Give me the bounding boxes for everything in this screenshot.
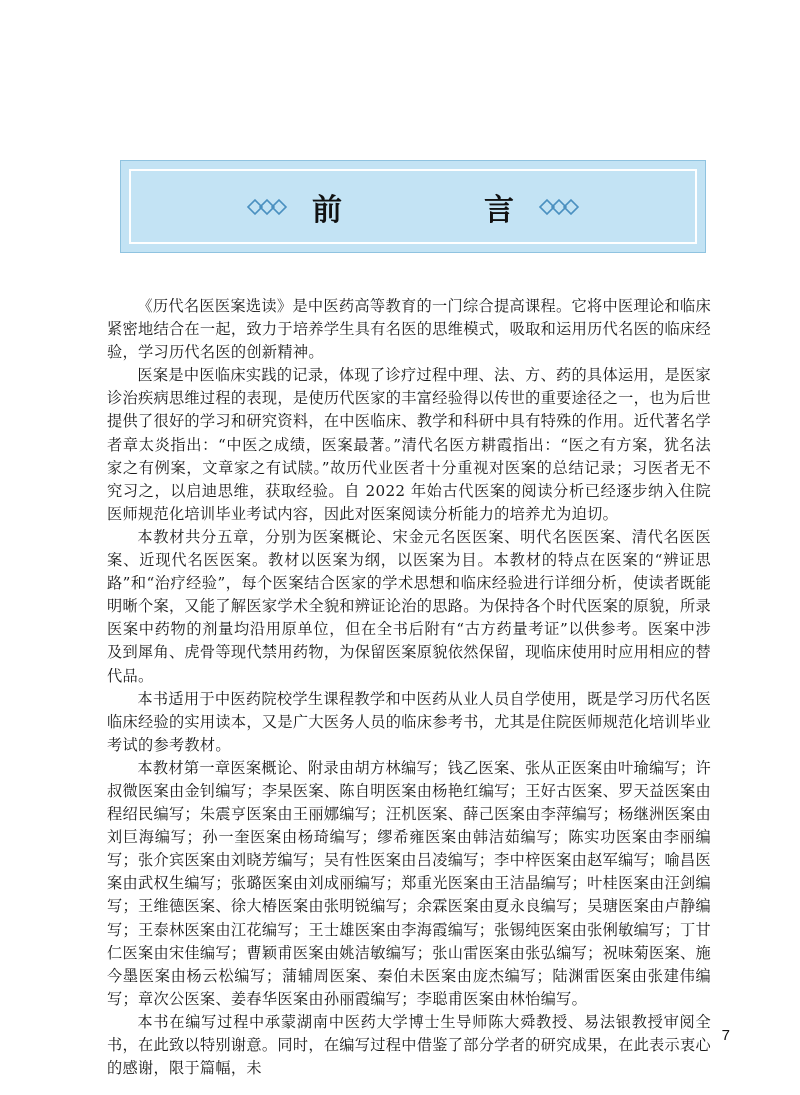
diamond-ornament-left-icon [246,198,290,216]
paragraph-authors: 本教材第一章医案概论、附录由胡方林编写；钱乙医案、张从正医案由叶瑜编写；许叔微医案由金钊编写；李杲医案、陈自明医案由杨艳红编写；王好古医案、罗天益医案由程绍民编写；朱震亨医案由王丽娜编写；汪机医案、薛己医案由李萍编写；杨继洲医案由刘巨海编写；孙一奎医案由杨琦编写；缪希雍医案由韩洁茹编写；陈实功医案由李丽编写；张介宾医案由刘晓芳编写；吴有性医案由吕凌编写；李中梓医案由赵军编写；喻昌医案由武权生编写；张璐医案由刘成丽编写；郑重光医案由王洁晶编写；叶桂医案由汪剑编写；王维德医案、徐大椿医案由张明锐编写；余霖医案由夏永良编写；吴瑭医案由卢静编写；王泰林医案由江花编写；王士雄医案由李海霞编写；张锡纯医案由张俐敏编写；丁甘仁医案由宋佳编写；曹颖甫医案由姚洁敏编写；张山雷医案由张弘编写；祝味菊医案、施今墨医案由杨云松编写；蒲辅周医案、秦伯未医案由庞杰编写；陆渊雷医案由张建伟编写；章次公医案、姜春华医案由孙丽霞编写；李聪甫医案由林怡编写。 [107,758,712,1008]
paragraph-acknowledgements: 本书在编写过程中承蒙湖南中医药大学博士生导师陈大舜教授、易法银教授审阅全书，在此致以特别谢意。同时，在编写过程中借鉴了部分学者的研究成果，在此表示衷心的感谢，限于篇幅，未 [107,1012,712,1078]
preface-body [107,295,711,1080]
title-row [121,161,705,252]
page-number: 7 [721,1027,730,1044]
chapter-title-banner [120,160,706,253]
paragraph-medical-records: 医案是中医临床实践的记录，体现了诊疗过程中理、法、方、药的具体运用，是医家诊治疾病思维过程的表现，是使历代医家的丰富经验得以传世的重要途径之一，也为后世提供了很好的学习和研究资料，在中医临床、教学和科研中具有特殊的作用。近代著名学者章太炎指出：“中医之成绩，医案最著。”清代名医方耕霞指出：“医之有方案，犹名法家之有例案，文章家之有试牍。”故历代业医者十分重视对医案的总结记录；习医者无不究习之，以启迪思维，获取经验。自 2022 年始古代医案的阅读分析已经逐步纳入住院医师规范化培训毕业考试内容，因此对医案阅读分析能力的培养尤为迫切。 [107,366,712,523]
page-title: 前 言 [312,192,570,228]
paragraph-book-structure: 本教材共分五章，分别为医案概论、宋金元名医医案、明代名医医案、清代名医医案、近现代名医医案。教材以医案为纲，以医案为目。本教材的特点在医案的“辨证思路”和“治疗经验”，每个医案结合医家的学术思想和临床经验进行详细分析，使读者既能明晰个案，又能了解医家学术全貌和辨证论治的思路。为保持各个时代医案的原貌，所录医案中药物的剂量均沿用原单位，但在全书后附有“古方药量考证”以供参考。医案中涉及到犀角、虎骨等现代禁用药物，为保留医案原貌依然保留，现临床使用时应用相应的替代品。 [107,527,712,685]
paragraph-course-intro: 《历代名医医案选读》是中医药高等教育的一门综合提高课程。它将中医理论和临床紧密地结合在一起，致力于培养学生具有名医的思维模式，吸取和运用历代名医的临床经验，学习历代名医的创新精神。 [107,297,712,362]
diamond-ornament-right-icon [536,198,580,216]
paragraph-audience: 本书适用于中医药院校学生课程教学和中医药从业人员自学使用，既是学习历代名医临床经验的实用读本，又是广大医务人员的临床参考书，尤其是住院医师规范化培训毕业考试的参考教材。 [107,689,712,754]
